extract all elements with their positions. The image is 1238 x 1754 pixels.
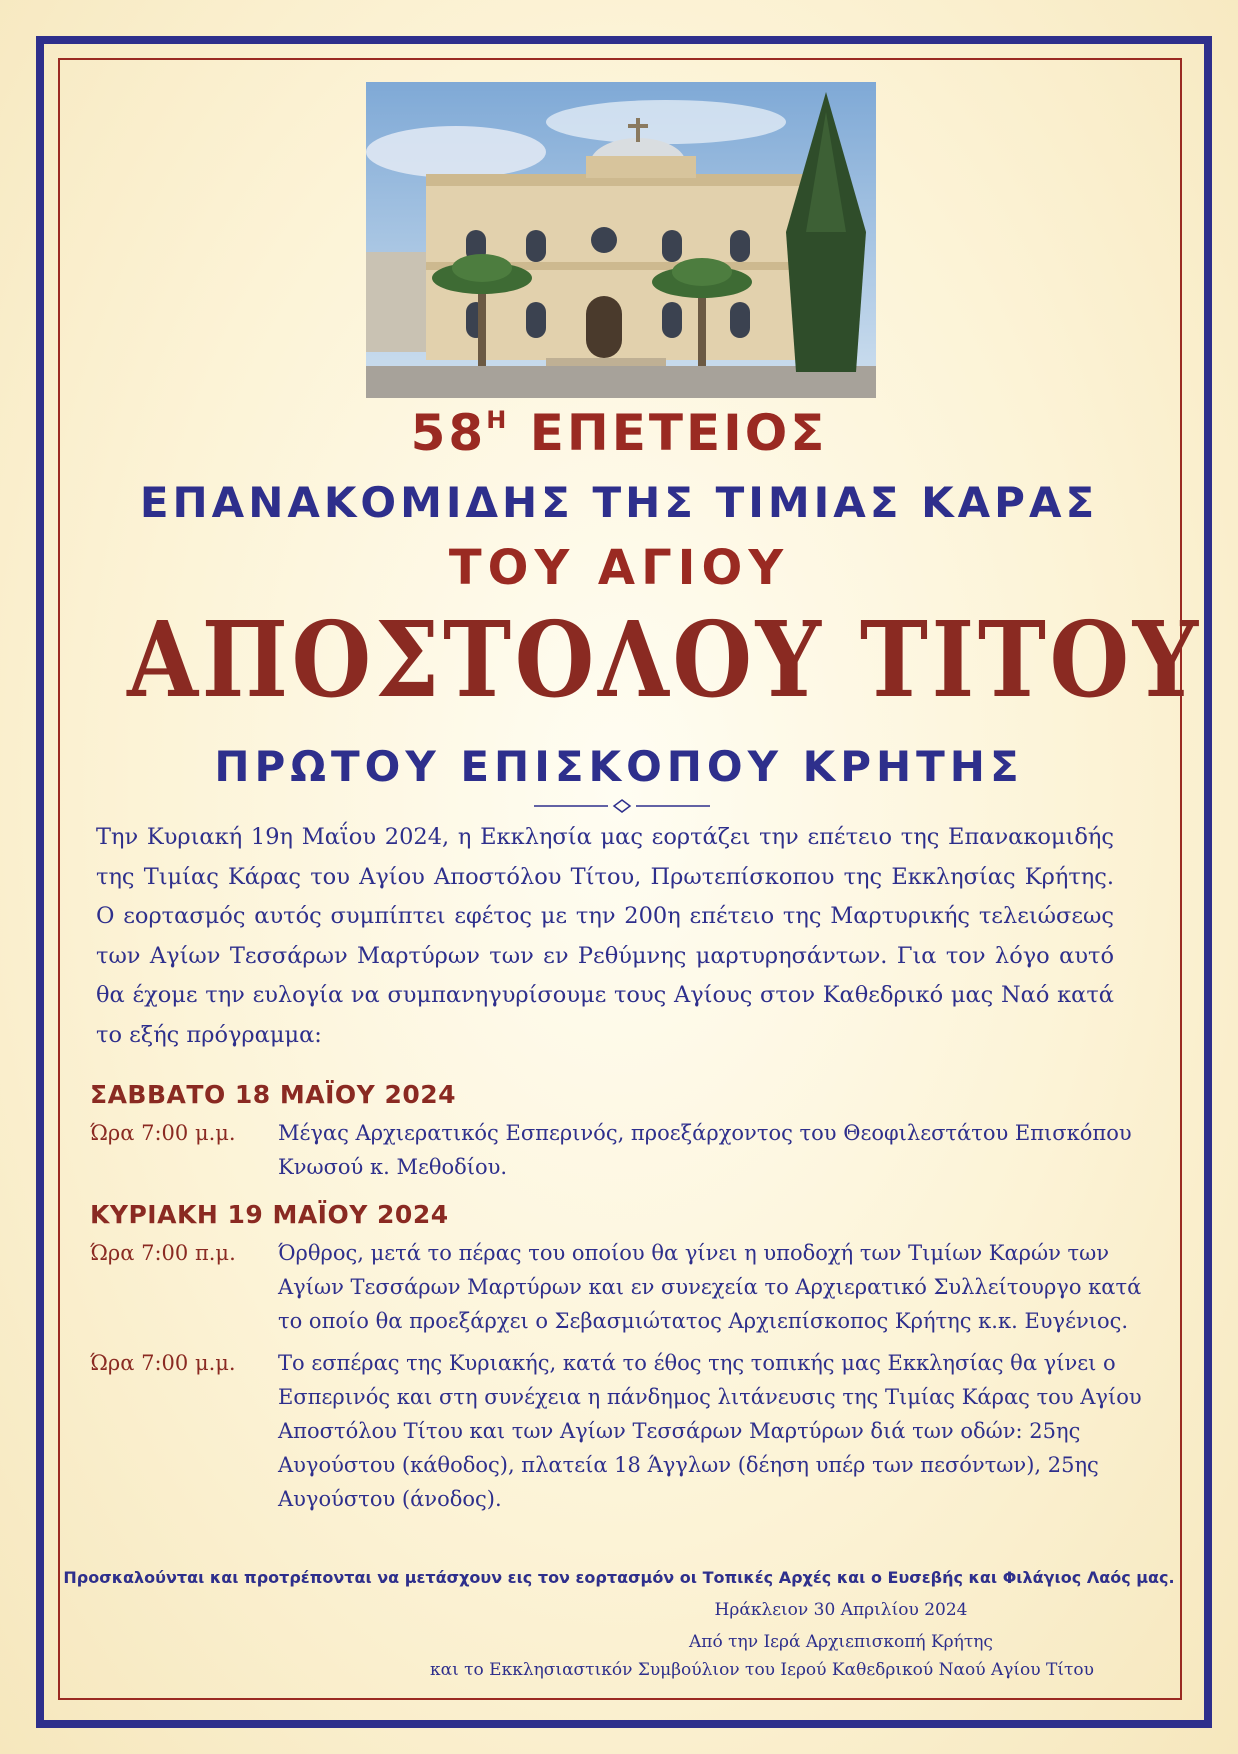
entry-time: Ώρα 7:00 μ.μ. [90,1121,236,1145]
saint-name-title: ΑΠΟΣΤΟΛΟΥ ΤΙΤΟΥ [127,598,1202,721]
divider-ornament-icon [534,798,710,814]
signature-place-date: Ηράκλειον 30 Απριλίου 2024 [714,1600,968,1620]
signature-from: Από την Ιερά Αρχιεπισκοπή Κρήτης [689,1632,993,1652]
title-line-3: ΤΟΥ ΑΓΙΟΥ [448,540,790,596]
signature-council: και το Εκκλησιαστικόν Συμβούλιον του Ιερού Καθεδρικού Ναού Αγίου Τίτου [429,1660,1095,1680]
entry-description: Όρθρος, μετά το πέρας του οποίου θα γίνει η υποδοχή των Τιμίων Καρών των Αγίων Τεσσάρων Μαρτύρων και εν συνεχεία το Αρχιερατικό Συλλείτουργο κατά το οποίο θα προεξάρχει ο Σεβασμιώτατος Αρχιεπίσκοπος Κρήτης κ.κ. Ευγένιος. [278,1241,1142,1333]
intro-paragraph: Την Κυριακή 19η Μαΐου 2024, η Εκκλησία μας εορτάζει την επέτειο της Επανακομιδής της Τιμίας Κάρας του Αγίου Αποστόλου Τίτου, Πρωτεπίσκοπου της Εκκλησίας Κρήτης. Ο εορτασμός αυτός συμπίπτει εφέτος με την 200η επέτειο της Μαρτυρικής τελειώσεως των Αγίων Τεσσάρων Μαρτύρων των εν Ρεθύμνης μαρτυρησάντων. Για τον λόγο αυτό θα έχομε την ευλογία να συμπανηγυρίσουμε τους Αγίους στον Καθεδρικό μας Ναό κατά το εξής πρόγραμμα: [96,824,1114,1048]
day-heading-sunday: ΚΥΡΙΑΚΗ 19 ΜΑΪΟΥ 2024 [90,1200,449,1229]
entry-time: Ώρα 7:00 π.μ. [90,1241,236,1265]
entry-description: Το εσπέρας της Κυριακής, κατά το έθος της τοπικής μας Εκκλησίας θα γίνει ο Εσπερινός και στη συνέχεια η πάνδημος λιτάνευσις της Τιμίας Κάρας του Αγίου Αποστόλου Τίτου και των Αγίων Τεσσάρων Μαρτύρων διά των οδών: 25ης Αυγούστου (κάθοδος), πλατεία 18 Άγγλων (δέηση υπέρ των πεσόντων), 25ης Αυγούστου (άνοδος). [278,1351,1142,1511]
anniversary-title: $58^H$ ΕΠΕΤΕΙΟΣ [410,404,828,462]
entry-time: Ώρα 7:00 μ.μ. [90,1351,236,1375]
church-photo [366,82,876,398]
invitation-text: Προσκαλούνται και προτρέπονται να μετάσχουν εις τον εορτασμόν οι Τοπικές Αρχές και ο Ευσεβής και Φιλάγιος Λαός μας. [63,1568,1175,1587]
day-heading-saturday: ΣΑΒΒΑΤΟ 18 ΜΑΪΟΥ 2024 [90,1080,457,1109]
entry-description: Μέγας Αρχιερατικός Εσπερινός, προεξάρχοντος του Θεοφιλεστάτου Επισκόπου Κνωσού κ. Μεθοδίου. [278,1121,1132,1179]
title-subheading: ΠΡΩΤΟΥ ΕΠΙΣΚΟΠΟΥ ΚΡΗΤΗΣ [214,742,1024,791]
title-line-2: ΕΠΑΝΑΚΟΜΙΔΗΣ ΤΗΣ ΤΙΜΙΑΣ ΚΑΡΑΣ [139,478,1099,527]
